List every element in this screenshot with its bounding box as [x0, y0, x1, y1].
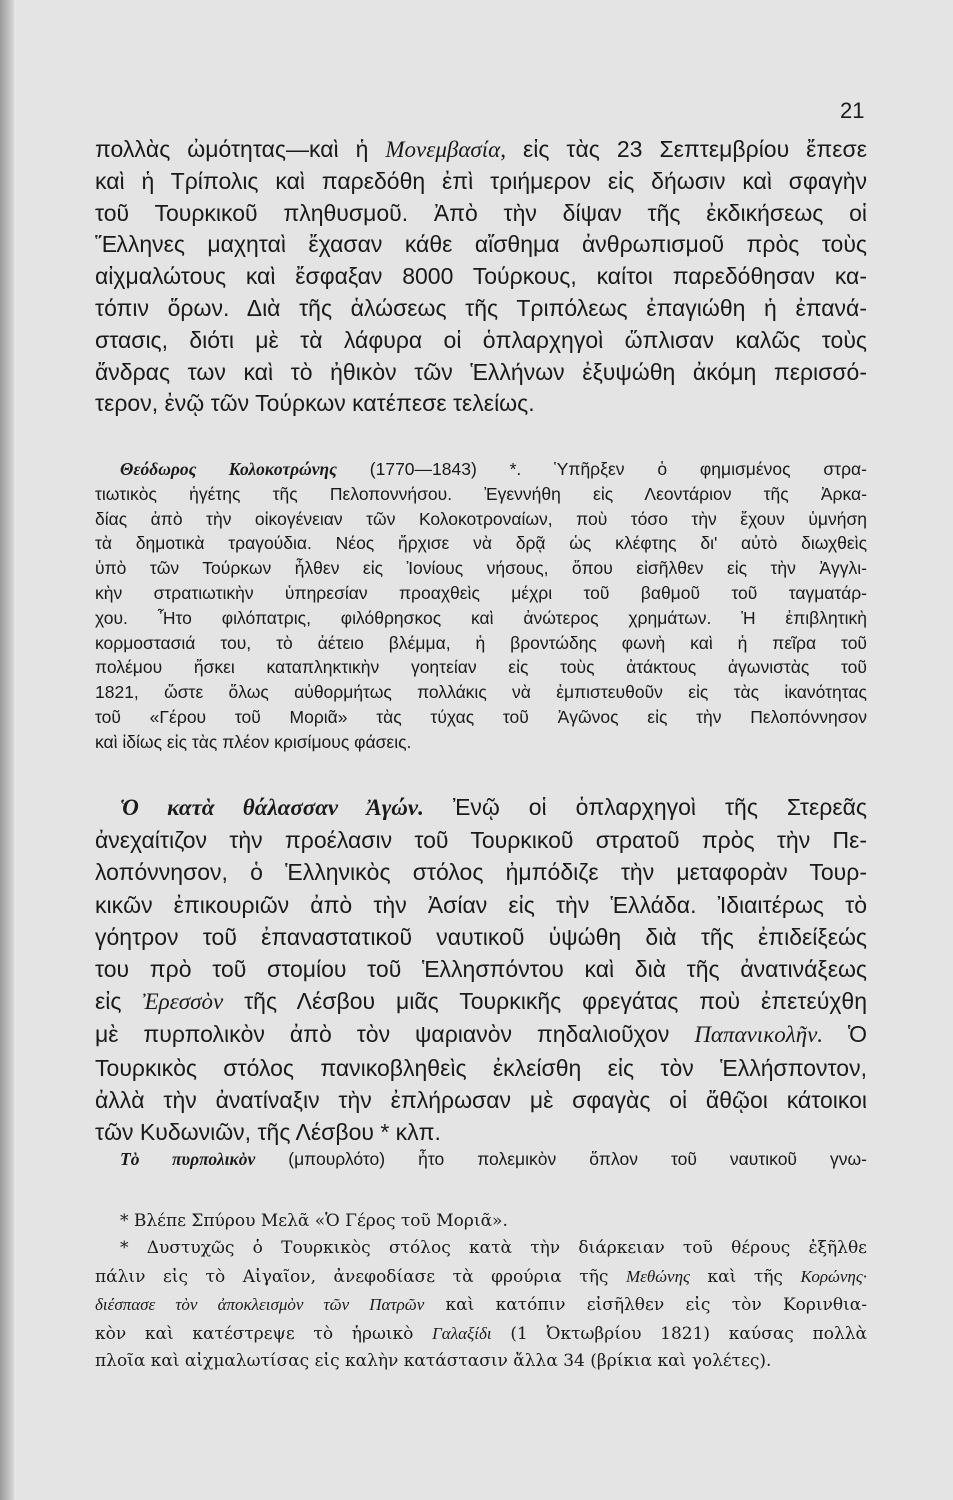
text-segment: καὶ τῆς — [689, 1266, 801, 1287]
text-line — [95, 856, 867, 888]
text-line — [95, 1018, 867, 1051]
text-line — [95, 655, 867, 680]
text-line — [95, 531, 867, 556]
text-line — [95, 1084, 867, 1116]
emphasized-text: Μεθώνης — [625, 1266, 690, 1286]
text-segment: ὑπὸ τῶν Τούρκων ἦλθεν εἰς Ἰονίους νήσους, ὅπου εἰσῆλθεν εἰς τὴν Ἀγγλι- — [95, 558, 867, 579]
text-segment: (μπουρλότο) ἦτο πολεμικὸν ὅπλον τοῦ ναυτικοῦ γνω- — [255, 1149, 867, 1169]
text-segment: Τουρκικὸς στόλος πανικοβληθεὶς ἐκλείσθη εἰς τὸν Ἑλλήσποντον, — [95, 1054, 867, 1081]
text-segment: πάλιν εἰς τὸ Αἰγαῖον, ἀνεφοδίασε τὰ φρούρια τῆς — [95, 1266, 626, 1287]
text-segment: κὸν καὶ κατέστρεψε τὸ ἡρωικὸ — [95, 1323, 433, 1344]
text-segment: Ἕλληνες μαχηταὶ ἔχασαν κάθε αἴσθημα ἀνθρωπισμοῦ πρὸς τοὺς — [95, 231, 867, 258]
paragraph-kolokotronis — [95, 457, 867, 755]
text-segment: κὴν στρατιωτικὴν ὑπηρεσίαν προαχθεὶς μέχρι τοῦ βαθμοῦ τοῦ ταγματάρ- — [95, 582, 867, 603]
text-line — [95, 631, 867, 656]
text-segment: του πρὸ τοῦ στομίου τοῦ Ἑλλησπόντου καὶ διὰ τῆς ἀνατινάξεως — [95, 956, 867, 983]
text-segment: τοῦ Τουρκικοῦ πληθυσμοῦ. Ἀπὸ τὴν δίψαν τῆς ἐκδικήσεως οἱ — [95, 199, 867, 226]
text-line — [95, 293, 867, 325]
text-line — [95, 606, 867, 631]
text-line — [95, 889, 867, 921]
text-segment: τόπιν ὅρων. Διὰ τῆς ἁλώσεως τῆς Τριπόλεως ἐπαγιώθη ἡ ἐπανά- — [95, 294, 867, 321]
paragraph-fireship — [95, 1147, 867, 1172]
footnotes — [95, 1208, 867, 1375]
text-segment: χου. Ἦτο φιλόπατρις, φιλόθρησκος καὶ ἀνώτερος χρημάτων. Ἡ ἐπιβλητικὴ — [95, 607, 867, 628]
emphasized-text: Παπανικολῆν. — [694, 1022, 824, 1048]
emphasized-text: Θεόδωρος Κολοκοτρώνης — [120, 459, 337, 479]
text-line — [95, 730, 867, 755]
text-segment: Ἐνῷ οἱ ὁπλαρχηγοὶ τῆς Στερεᾶς — [423, 794, 867, 820]
text-segment: (1770—1843) *. Ὑπῆρξεν ὁ φημισμένος στρα- — [336, 459, 867, 479]
text-line — [95, 1147, 867, 1172]
text-segment: 1821, ὥστε ὅλως αὐθορμήτως πολλάκις νὰ ἐμπιστευθοῦν εἰς τὰς ἱκανότητας — [95, 682, 867, 703]
text-segment: πολέμου ἤσκει καταπληκτικὴν γοητείαν εἰς τοὺς ἀτάκτους ἀγωνιστὰς τοῦ — [95, 657, 867, 678]
text-segment: τὰ δημοτικὰ τραγούδια. Νέος ἤρχισε νὰ δρᾷ ὡς κλέφτης δι' αὐτὸ διωχθεὶς — [95, 533, 867, 554]
emphasized-text: Τὸ πυρπολικὸν — [120, 1149, 256, 1169]
text-line — [95, 388, 867, 420]
text-line — [95, 507, 867, 532]
text-line — [95, 166, 867, 198]
text-segment: καὶ ἰδίως εἰς τὰς πλέον κρισίμους φάσεις. — [95, 731, 412, 752]
text-segment: καὶ ἡ Τρίπολις καὶ παρεδόθη ἐπὶ τριήμερον εἰς δήωσιν καὶ σφαγὴν — [95, 167, 867, 194]
text-segment: μὲ πυρπολικὸν ἀπὸ τὸν ψαριανὸν πηδαλιοῦχον — [95, 1021, 695, 1048]
text-line — [95, 1348, 867, 1375]
text-segment: γόητρον τοῦ ἐπαναστατικοῦ ναυτικοῦ ὑψώθη διὰ τῆς ἐπιδείξεώς — [95, 923, 867, 950]
text-segment: τερον, ἐνῷ τῶν Τούρκων κατέπεσε τελείως. — [95, 390, 535, 417]
text-line — [95, 357, 867, 389]
text-line — [95, 791, 867, 824]
text-line — [95, 921, 867, 953]
text-line — [95, 556, 867, 581]
paragraph-tripolis — [95, 134, 867, 420]
text-segment: ἄνδρας των καὶ τὸ ἠθικὸν τῶν Ἑλλήνων ἐξυψώθη ἀκόμη περισσό- — [95, 358, 867, 385]
text-line — [95, 1291, 867, 1319]
text-line — [95, 1263, 867, 1291]
emphasized-text: Ὁ κατὰ θάλασσαν Ἀγών. — [120, 795, 424, 820]
emphasized-text: Μονεμβασία, — [385, 137, 506, 162]
text-line — [95, 824, 867, 856]
text-line — [95, 953, 867, 985]
text-line — [95, 229, 867, 261]
text-line — [95, 325, 867, 357]
text-segment: καὶ κατόπιν εἰσῆλθεν εἰς τὸν Κορινθια- — [424, 1295, 867, 1316]
text-line — [95, 1116, 867, 1148]
text-segment: τῶν Κυδωνιῶν, τῆς Λέσβου * κλπ. — [95, 1119, 441, 1146]
text-segment: τιωτικὸς ἡγέτης τῆς Πελοποννήσου. Ἐγεννήθη εἰς Λεοντάριον τῆς Ἀρκα- — [95, 483, 867, 504]
text-segment: εἰς τὰς 23 Σεπτεμβρίου ἔπεσε — [505, 136, 867, 162]
text-line — [95, 1052, 867, 1084]
text-segment: ἀνεχαίτιζον τὴν προέλασιν τοῦ Τουρκικοῦ στρατοῦ πρὸς τὴν Πε- — [95, 827, 867, 854]
text-segment: Ὁ — [823, 1021, 867, 1048]
text-line — [95, 985, 867, 1018]
text-segment: πλοῖα καὶ αἰχμαλωτίσας εἰς καλὴν κατάστασιν ἄλλα 34 (βρίκια καὶ γολέτες). — [95, 1351, 772, 1372]
text-segment: τοῦ «Γέρου τοῦ Μοριᾶ» τὰς τύχας τοῦ Ἀγῶνος εἰς τὴν Πελοπόννησον — [95, 706, 867, 727]
text-segment: (1 Ὀκτωβρίου 1821) καύσας πολλὰ — [491, 1323, 867, 1344]
text-segment: αἰχμαλώτους καὶ ἔσφαξαν 8000 Τούρκους, καίτοι παρεδόθησαν κα- — [95, 263, 867, 290]
text-segment: στασις, διότι μὲ τὰ λάφυρα οἱ ὁπλαρχηγοὶ ὥπλισαν καλῶς τοὺς — [95, 326, 867, 353]
text-line — [95, 705, 867, 730]
text-segment: * Βλέπε Σπύρου Μελᾶ «Ὁ Γέρος τοῦ Μοριᾶ». — [120, 1211, 508, 1231]
text-segment: τῆς Λέσβου μιᾶς Τουρκικῆς φρεγάτας ποὺ ἐπετεύχθη — [223, 988, 867, 1015]
text-segment: δίας ἀπὸ τὴν οἰκογένειαν τῶν Κολοκοτροναίων, ποὺ τόσο τὴν ἔχουν ὑμνήση — [95, 508, 867, 529]
emphasized-text: Ἐρεσσὸν — [142, 989, 224, 1015]
text-segment: ἀλλὰ τὴν ἀνατίναξιν τὴν ἐπλήρωσαν μὲ σφαγὰς οἱ ἄθῷοι κάτοικοι — [95, 1086, 867, 1113]
text-segment: πολλὰς ὠμότητας—καὶ ἡ — [95, 136, 386, 162]
page-number: 21 — [840, 98, 865, 123]
text-line — [95, 457, 867, 482]
text-line — [95, 1235, 867, 1262]
text-line — [95, 581, 867, 606]
text-segment: κικῶν ἐπικουριῶν ἀπὸ τὴν Ἀσίαν εἰς τὴν Ἑλλάδα. Ἰδιαιτέρως τὸ — [95, 891, 867, 918]
text-line — [95, 680, 867, 705]
text-segment: κορμοστασιά του, τὸ ἀέτειο βλέμμα, ἡ βροντώδης φωνὴ καὶ ἡ πεῖρα τοῦ — [95, 632, 867, 653]
text-segment: εἰς — [95, 988, 143, 1015]
text-line — [95, 1208, 867, 1235]
emphasized-text: διέσπασε τὸν ἀποκλεισμὸν τῶν Πατρῶν — [95, 1295, 425, 1315]
text-segment: * Δυστυχῶς ὁ Τουρκικὸς στόλος κατὰ τὴν διάρκειαν τοῦ θέρους ἐξῆλθε — [120, 1238, 867, 1259]
text-line — [95, 482, 867, 507]
text-segment: λοπόννησον, ὁ Ἑλληνικὸς στόλος ἠμπόδιζε τὴν μεταφορὰν Τουρ- — [95, 859, 867, 886]
emphasized-text: Κορώνης· — [800, 1266, 868, 1286]
text-line — [95, 198, 867, 230]
paragraph-naval-struggle — [95, 791, 867, 1148]
page-edge-shadow — [0, 0, 14, 1500]
text-line — [95, 1320, 867, 1348]
text-line — [95, 261, 867, 293]
text-line — [95, 134, 867, 166]
emphasized-text: Γαλαξίδι — [432, 1323, 492, 1343]
